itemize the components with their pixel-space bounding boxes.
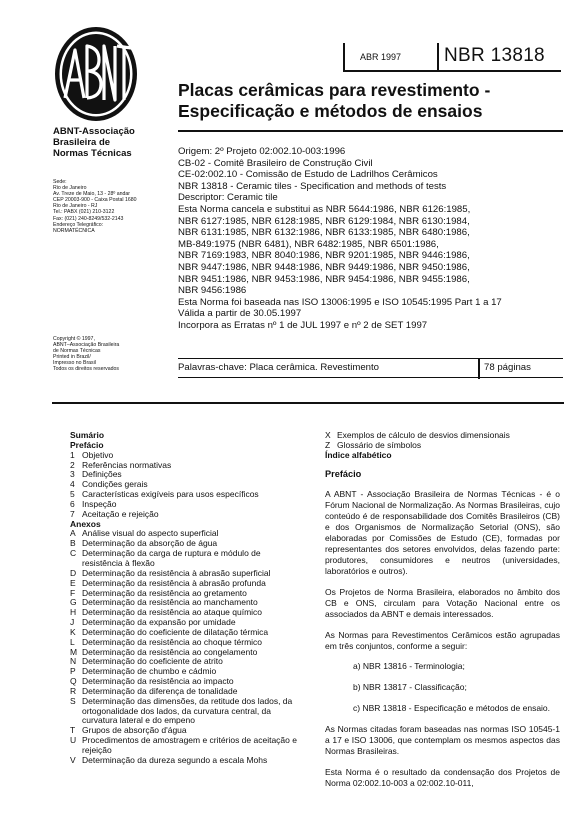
address-line: Rio de Janeiro — [53, 185, 87, 192]
address-line: Fax: (021) 240-8249/532-2143 — [53, 215, 124, 222]
copyright-line: Todos os direitos reservados — [53, 366, 120, 373]
toc-item-number: 2 — [70, 459, 75, 470]
toc-item-number: 7 — [70, 508, 75, 519]
toc-item-label: Objetivo — [82, 449, 114, 460]
preface-list-item: a) NBR 13816 - Terminologia; — [353, 660, 465, 671]
meta-line: Válida a partir de 30.05.1997 — [178, 308, 302, 320]
preface-paragraph: Esta Norma é o resultado da condensação dos Projetos de Norma 02:002.10-003 a 02:002.10-011, — [325, 766, 560, 788]
toc-item-number: N — [70, 656, 77, 667]
toc-item-label: Determinação da resistência ao manchamento — [82, 597, 258, 608]
toc-item-number: X — [325, 430, 331, 440]
header-divider — [437, 43, 439, 71]
toc-item-label: Definições — [82, 469, 122, 480]
toc-item-number: 6 — [70, 498, 75, 509]
title-line: Especificação e métodos de ensaios — [178, 101, 483, 121]
toc-item[interactable] — [70, 510, 302, 520]
toc-item-label: Análise visual do aspecto superficial — [82, 528, 219, 539]
copyright-line: Printed in Brazil/ — [53, 354, 91, 361]
toc-item[interactable] — [70, 549, 302, 569]
meta-line: Esta Norma cancela e substitui as NBR 5644:1986, NBR 6126:1985, — [178, 203, 471, 215]
toc-item-number: Q — [70, 676, 77, 687]
address-line: Sede: — [53, 179, 67, 185]
toc-item-label: Determinação de chumbo e cádmio — [82, 666, 217, 677]
preface-paragraph: As Normas citadas foram baseadas nas normas ISO 10545-1 a 17 e ISO 13006, que contemplam os mesmos aspectos das Normas Brasileiras. — [325, 723, 560, 756]
toc-item-number: B — [70, 538, 76, 549]
section-rule — [52, 402, 564, 404]
toc-item-label: Grupos de absorção d'água — [82, 725, 187, 736]
toc-item-number: F — [70, 587, 76, 598]
toc-item[interactable] — [70, 756, 302, 766]
meta-line: NBR 7169:1983, NBR 8040:1986, NBR 9201:1985, NBR 9446:1986, — [178, 250, 470, 262]
preface-list-item: c) NBR 13818 - Especificação e métodos de ensaio. — [353, 702, 551, 713]
toc-item-label: Determinação da diferença de tonalidade — [82, 685, 238, 696]
page-count: 78 páginas — [484, 362, 531, 373]
toc-sections — [70, 451, 302, 520]
meta-line: Descriptor: Ceramic tile — [178, 192, 278, 204]
toc-item-label: Condições gerais — [82, 479, 148, 490]
toc-item-number: K — [70, 626, 76, 637]
preface-list-item: b) NBR 13817 - Classificação; — [353, 681, 467, 692]
toc-item-label: Determinação do coeficiente de dilatação térmica — [82, 626, 269, 637]
toc-item[interactable] — [70, 697, 302, 727]
meta-line: Origem: 2º Projeto 02:002.10-003:1996 — [178, 146, 346, 157]
header-divider — [343, 43, 345, 71]
meta-line: NBR 9451:1986, NBR 9453:1986, NBR 9454:1986, NBR 9455:1986, — [178, 273, 470, 285]
toc-item-number: 3 — [70, 469, 75, 480]
toc-item-number: J — [70, 617, 75, 628]
org-line: Brasileira de — [53, 137, 111, 148]
toc-item-label: Determinação das dimensões, da retitude dos lados, da ortogonalidade dos lados, da curvatura central, da curvatura lateral e do empeno — [82, 695, 293, 726]
publication-date: ABR 1997 — [360, 52, 402, 62]
toc-item-number: V — [70, 754, 76, 765]
org-line: Normas Técnicas — [53, 148, 132, 159]
address-line: Endereço Telegráfico: — [53, 221, 104, 228]
toc-item-number: Z — [325, 439, 331, 450]
toc-item-number: 4 — [70, 479, 75, 490]
meta-line: NBR 9447:1986, NBR 9448:1986, NBR 9449:1986, NBR 9450:1986, — [178, 261, 470, 273]
toc-item-number: H — [70, 607, 77, 618]
toc-item-label: Determinação do coeficiente de atrito — [82, 656, 223, 667]
toc-heading: Sumário — [70, 430, 105, 440]
org-line: ABNT-Associação — [53, 126, 135, 137]
toc-item-label: Características exigíveis para usos específicos — [82, 489, 259, 500]
preface-paragraph: As Normas para Revestimentos Cerâmicos estão agrupadas em três conjuntos, conforme a seguir: — [325, 629, 560, 651]
toc-item-label: Glossário de símbolos — [337, 439, 422, 450]
right-column — [325, 431, 560, 789]
title-rule — [178, 130, 563, 132]
toc-item-number: 5 — [70, 489, 75, 500]
toc-item-number: D — [70, 567, 77, 578]
toc-item-label: Determinação da resistência ao gretamento — [82, 587, 247, 598]
toc-item-number: C — [70, 548, 77, 559]
meta-line: NBR 9456:1986 — [178, 285, 247, 297]
address-line: NORMATÉCNICA — [53, 227, 95, 234]
keywords-separator — [478, 358, 480, 379]
address-line: CEP 20003-900 - Caixa Postal 1680 — [53, 197, 137, 204]
toc-item-label: Referências normativas — [82, 459, 172, 470]
toc-item-number: S — [70, 695, 76, 706]
address-block — [53, 179, 168, 234]
toc-item-label: Determinação da resistência ao impacto — [82, 676, 234, 687]
toc-item-number: R — [70, 685, 77, 696]
toc-item-label: Inspeção — [82, 498, 117, 509]
toc-item-label: Exemplos de cálculo de desvios dimensionais — [337, 430, 510, 440]
toc-item-number: L — [70, 636, 75, 647]
toc-item-number: U — [70, 735, 77, 746]
meta-line: MB-849:1975 (NBR 6481), NBR 6482:1985, NBR 6501:1986, — [178, 238, 439, 250]
abnt-logo — [53, 24, 139, 124]
copyright-line: Copyright © 1997, — [53, 336, 95, 342]
keywords: Palavras-chave: Placa cerâmica. Revestimento — [178, 362, 380, 373]
toc-index[interactable]: Índice alfabético — [325, 449, 392, 460]
toc-item-number: G — [70, 597, 77, 608]
toc-annexes-cont — [325, 431, 560, 451]
copyright-block — [53, 336, 168, 373]
toc-item-label: Determinação da expansão por umidade — [82, 617, 236, 628]
address-line: Tel.: PABX (021) 210-3122 — [53, 209, 115, 216]
address-line: Av. Treze de Maio, 13 - 28º andar — [53, 191, 130, 198]
toc-item-label: Determinação da absorção de água — [82, 538, 218, 549]
toc-item-label: Determinação da resistência à abrasão profunda — [82, 577, 266, 588]
toc-item-label: Determinação da resistência ao ataque químico — [82, 607, 263, 618]
metadata-block — [178, 146, 573, 332]
toc-annexes-heading: Anexos — [70, 518, 101, 529]
toc-item-label: Determinação da resistência ao congelamento — [82, 646, 258, 657]
meta-line: CB-02 - Comitê Brasileiro de Construção Civil — [178, 157, 373, 169]
toc-item-label: Procedimentos de amostragem e critérios de aceitação e rejeição — [82, 735, 297, 755]
meta-line: Incorpora as Erratas nº 1 de JUL 1997 e nº 2 de SET 1997 — [178, 319, 428, 331]
toc-item-label: Determinação da carga de ruptura e módulo de resistência à flexão — [82, 548, 261, 568]
copyright-line: de Normas Técnicas — [53, 348, 101, 355]
meta-line: NBR 13818 - Ceramic tiles - Specification and methods of tests — [178, 180, 447, 192]
preface-paragraph: Os Projetos de Norma Brasileira, elaborados no âmbito dos CB e ONS, circulam para Votação Nacional entre os associados da ABNT e demais interessados. — [325, 586, 560, 619]
organization-name — [53, 126, 163, 159]
toc-item-label: Determinação da resistência à abrasão superficial — [82, 567, 271, 578]
document-title — [178, 80, 573, 122]
toc-item-number: A — [70, 528, 76, 539]
preface-paragraph: A ABNT - Associação Brasileira de Normas Técnicas - é o Fórum Nacional de Normalização. As Normas Brasileiras, cujo conteúdo é de responsabilidade dos Comitês Brasileiros (CB) e dos Organismos de Normalização Setorial (ONS), são elaboradas por Comissões de Estudo (CE), formadas por representantes dos setores envolvidos, delas fazendo parte: produtores, consumidores e neutros (universidades, laboratórios e outros). — [325, 488, 560, 576]
toc-item-label: Determinação da dureza segundo a escala Mohs — [82, 754, 268, 765]
table-of-contents — [70, 431, 302, 766]
meta-line: NBR 6131:1985, NBR 6132:1986, NBR 6133:1985, NBR 6480:1986, — [178, 227, 470, 239]
header-underline — [343, 70, 561, 72]
toc-item-number: P — [70, 666, 76, 677]
meta-line: NBR 6127:1985, NBR 6128:1985, NBR 6129:1984, NBR 6130:1984, — [178, 215, 470, 227]
toc-item-number: M — [70, 646, 78, 657]
toc-item-number: 1 — [70, 449, 75, 460]
preface-heading: Prefácio — [325, 468, 362, 479]
toc-preface[interactable]: Prefácio — [70, 439, 104, 450]
address-line: Rio de Janeiro - RJ — [53, 203, 98, 210]
copyright-line: Impresso no Brasil — [53, 360, 96, 367]
copyright-line: ABNT–Associação Brasileira — [53, 342, 120, 349]
toc-item-number: T — [70, 725, 76, 736]
toc-item-number: E — [70, 577, 76, 588]
meta-line: CE-02:002.10 - Comissão de Estudo de Ladrilhos Cerâmicos — [178, 169, 438, 181]
toc-annexes — [70, 529, 302, 765]
toc-item[interactable] — [70, 736, 302, 756]
title-line: Placas cerâmicas para revestimento - — [178, 80, 491, 100]
standard-code: NBR 13818 — [444, 45, 545, 66]
toc-item-label: Determinação da resistência ao choque térmico — [82, 636, 263, 647]
meta-line: Esta Norma foi baseada nas ISO 13006:1995 e ISO 10545:1995 Part 1 a 17 — [178, 296, 502, 308]
toc-item-label: Aceitação e rejeição — [82, 508, 159, 519]
